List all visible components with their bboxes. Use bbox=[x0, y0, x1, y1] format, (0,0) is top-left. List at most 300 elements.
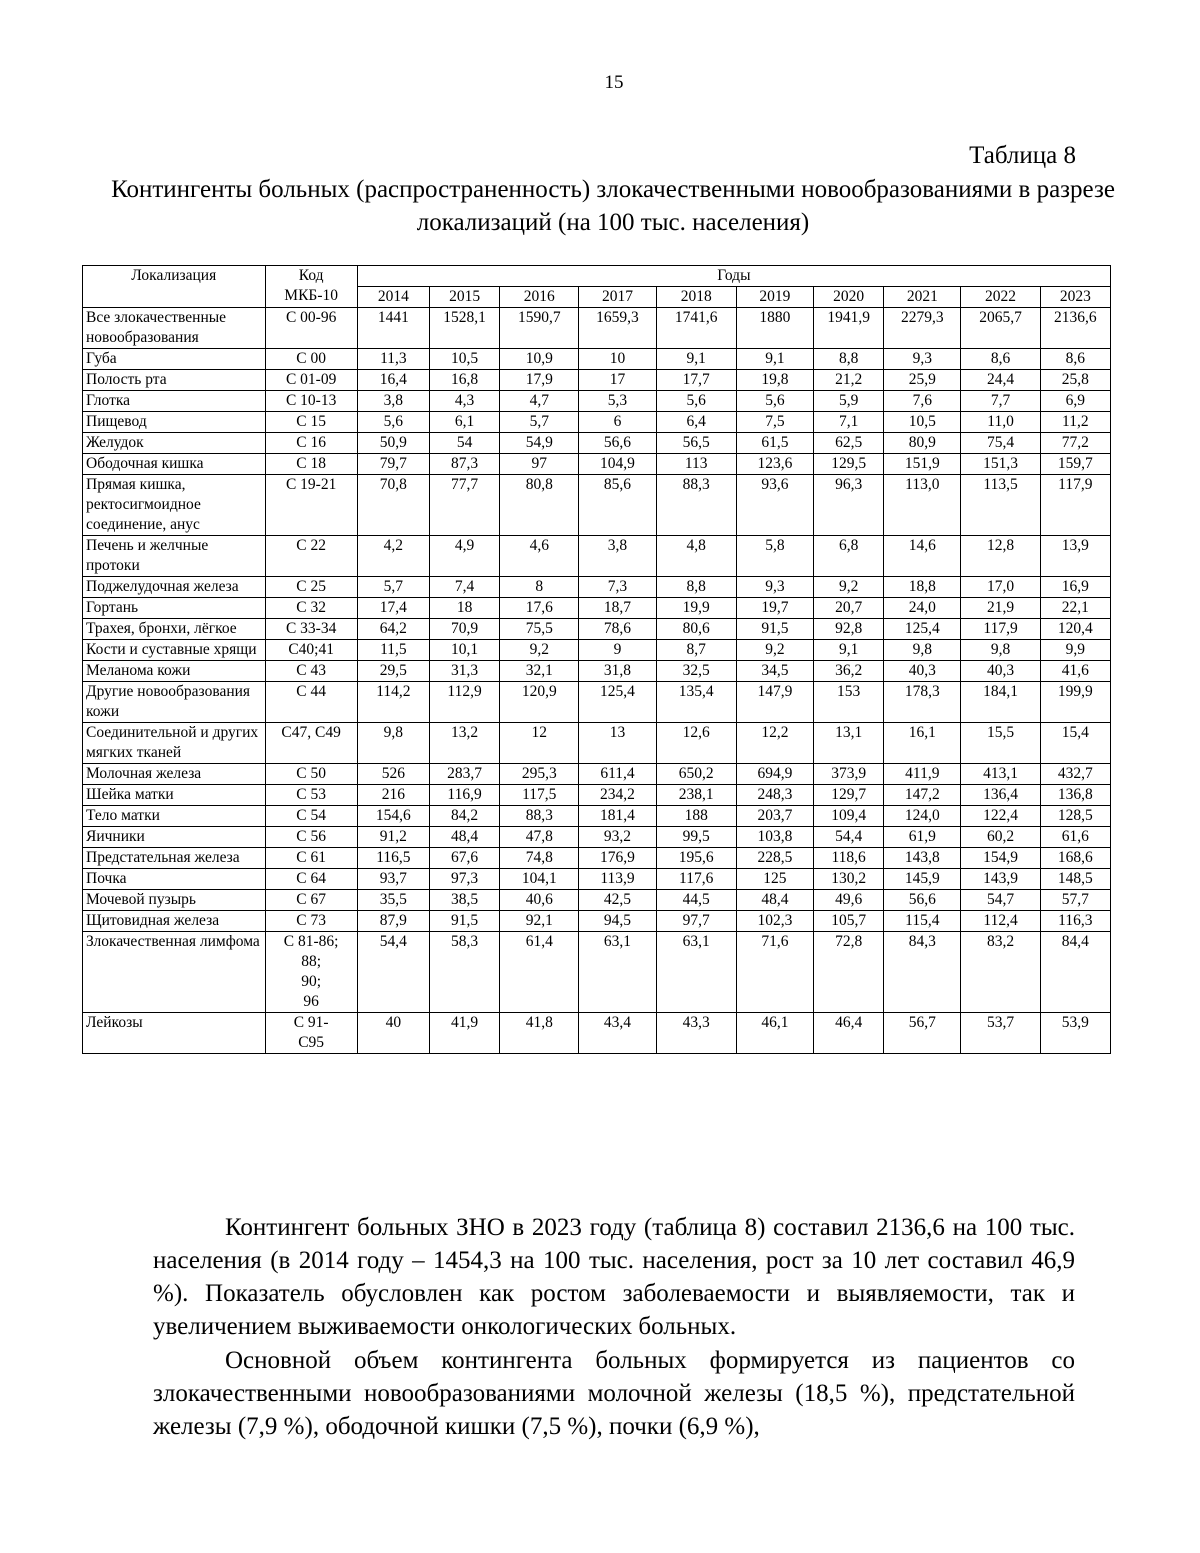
row-value: 5,7 bbox=[357, 577, 429, 598]
row-value: 9,8 bbox=[357, 723, 429, 764]
table-row bbox=[83, 1013, 1111, 1054]
paragraph: Контингент больных ЗНО в 2023 году (таблица 8) составил 2136,6 на 100 тыс. населения (в 2014 году – 1454,3 на 100 тыс. населения, рост за 10 лет составил 46,9 %). Показатель обусловлен как ростом заболеваемости и выявляемости, так и увеличением выживаемости онкологических больных. bbox=[153, 1214, 1075, 1340]
row-value: 113 bbox=[656, 454, 736, 475]
row-localization: Полость рта bbox=[83, 370, 266, 391]
row-value: 41,8 bbox=[500, 1013, 579, 1054]
row-value: 154,6 bbox=[357, 806, 429, 827]
row-value: 7,5 bbox=[736, 412, 813, 433]
row-value: 9,3 bbox=[884, 349, 961, 370]
row-localization: Поджелудочная железа bbox=[83, 577, 266, 598]
row-localization: Губа bbox=[83, 349, 266, 370]
table-row bbox=[83, 932, 1111, 1013]
row-value: 4,8 bbox=[656, 536, 736, 577]
row-value: 61,9 bbox=[884, 827, 961, 848]
table-row bbox=[83, 890, 1111, 911]
row-localization: Печень и желчные протоки bbox=[83, 536, 266, 577]
row-localization: Соединительной и других мягких тканей bbox=[83, 723, 266, 764]
row-value: 113,0 bbox=[884, 475, 961, 536]
row-value: 17,0 bbox=[961, 577, 1040, 598]
row-value: 6,1 bbox=[429, 412, 499, 433]
row-value: 611,4 bbox=[579, 764, 656, 785]
row-value: 1590,7 bbox=[500, 308, 579, 349]
table-row bbox=[83, 911, 1111, 932]
row-value: 113,5 bbox=[961, 475, 1040, 536]
row-value: 54 bbox=[429, 433, 499, 454]
row-value: 93,7 bbox=[357, 869, 429, 890]
row-value: 18,7 bbox=[579, 598, 656, 619]
row-value: 85,6 bbox=[579, 475, 656, 536]
row-code: С 81-86; 88; 90; 96 bbox=[265, 932, 357, 1013]
table-row bbox=[83, 349, 1111, 370]
row-value: 54,7 bbox=[961, 890, 1040, 911]
row-value: 16,4 bbox=[357, 370, 429, 391]
row-value: 91,2 bbox=[357, 827, 429, 848]
row-value: 57,7 bbox=[1040, 890, 1110, 911]
row-value: 8 bbox=[500, 577, 579, 598]
row-value: 72,8 bbox=[814, 932, 884, 1013]
row-value: 12,8 bbox=[961, 536, 1040, 577]
row-value: 154,9 bbox=[961, 848, 1040, 869]
row-value: 5,7 bbox=[500, 412, 579, 433]
row-value: 195,6 bbox=[656, 848, 736, 869]
year-header: 2015 bbox=[429, 287, 499, 308]
row-code: С 64 bbox=[265, 869, 357, 890]
row-value: 36,2 bbox=[814, 661, 884, 682]
row-value: 9,8 bbox=[961, 640, 1040, 661]
row-value: 116,3 bbox=[1040, 911, 1110, 932]
table-row bbox=[83, 723, 1111, 764]
row-value: 91,5 bbox=[429, 911, 499, 932]
row-value: 10,9 bbox=[500, 349, 579, 370]
row-value: 63,1 bbox=[656, 932, 736, 1013]
row-value: 83,2 bbox=[961, 932, 1040, 1013]
row-value: 9 bbox=[579, 640, 656, 661]
row-value: 25,9 bbox=[884, 370, 961, 391]
row-value: 413,1 bbox=[961, 764, 1040, 785]
row-value: 283,7 bbox=[429, 764, 499, 785]
row-code: С 18 bbox=[265, 454, 357, 475]
row-value: 53,7 bbox=[961, 1013, 1040, 1054]
row-code: С 32 bbox=[265, 598, 357, 619]
year-header: 2017 bbox=[579, 287, 656, 308]
row-localization: Все злокачественные новообразования bbox=[83, 308, 266, 349]
row-code: С 00-96 bbox=[265, 308, 357, 349]
row-value: 92,8 bbox=[814, 619, 884, 640]
row-value: 22,1 bbox=[1040, 598, 1110, 619]
row-value: 5,6 bbox=[357, 412, 429, 433]
row-localization: Шейка матки bbox=[83, 785, 266, 806]
row-value: 56,5 bbox=[656, 433, 736, 454]
row-value: 99,5 bbox=[656, 827, 736, 848]
row-localization: Желудок bbox=[83, 433, 266, 454]
row-value: 148,5 bbox=[1040, 869, 1110, 890]
row-value: 9,1 bbox=[736, 349, 813, 370]
body-text bbox=[153, 1211, 1075, 1444]
row-code: С 16 bbox=[265, 433, 357, 454]
row-code: С47, С49 bbox=[265, 723, 357, 764]
row-value: 4,3 bbox=[429, 391, 499, 412]
row-value: 129,5 bbox=[814, 454, 884, 475]
row-value: 56,6 bbox=[884, 890, 961, 911]
row-value: 178,3 bbox=[884, 682, 961, 723]
row-value: 129,7 bbox=[814, 785, 884, 806]
row-value: 11,0 bbox=[961, 412, 1040, 433]
row-code: С 53 bbox=[265, 785, 357, 806]
table-row bbox=[83, 640, 1111, 661]
row-localization: Тело матки bbox=[83, 806, 266, 827]
row-value: 38,5 bbox=[429, 890, 499, 911]
row-value: 41,9 bbox=[429, 1013, 499, 1054]
row-value: 120,4 bbox=[1040, 619, 1110, 640]
row-value: 87,3 bbox=[429, 454, 499, 475]
row-value: 228,5 bbox=[736, 848, 813, 869]
row-value: 54,9 bbox=[500, 433, 579, 454]
table-label: Таблица 8 bbox=[969, 142, 1076, 169]
header-localization: Локализация bbox=[83, 266, 266, 308]
row-value: 102,3 bbox=[736, 911, 813, 932]
row-value: 3,8 bbox=[357, 391, 429, 412]
table-title: Контингенты больных (распространенность) злокачественными новообразованиями в разрезе локализаций (на 100 тыс. населения) bbox=[111, 176, 1115, 236]
row-value: 32,1 bbox=[500, 661, 579, 682]
row-value: 184,1 bbox=[961, 682, 1040, 723]
row-value: 373,9 bbox=[814, 764, 884, 785]
row-value: 97 bbox=[500, 454, 579, 475]
row-localization: Яичники bbox=[83, 827, 266, 848]
row-value: 5,8 bbox=[736, 536, 813, 577]
row-value: 238,1 bbox=[656, 785, 736, 806]
row-value: 11,2 bbox=[1040, 412, 1110, 433]
row-value: 80,6 bbox=[656, 619, 736, 640]
row-value: 94,5 bbox=[579, 911, 656, 932]
row-value: 136,4 bbox=[961, 785, 1040, 806]
row-value: 15,4 bbox=[1040, 723, 1110, 764]
table-row bbox=[83, 619, 1111, 640]
row-value: 128,5 bbox=[1040, 806, 1110, 827]
row-value: 5,9 bbox=[814, 391, 884, 412]
row-value: 32,5 bbox=[656, 661, 736, 682]
row-value: 13,1 bbox=[814, 723, 884, 764]
row-value: 24,0 bbox=[884, 598, 961, 619]
row-value: 7,4 bbox=[429, 577, 499, 598]
row-value: 6,9 bbox=[1040, 391, 1110, 412]
row-code: С 61 bbox=[265, 848, 357, 869]
row-localization: Пищевод bbox=[83, 412, 266, 433]
row-value: 2065,7 bbox=[961, 308, 1040, 349]
row-value: 13,2 bbox=[429, 723, 499, 764]
row-localization: Трахея, бронхи, лёгкое bbox=[83, 619, 266, 640]
row-value: 113,9 bbox=[579, 869, 656, 890]
row-value: 62,5 bbox=[814, 433, 884, 454]
row-value: 75,5 bbox=[500, 619, 579, 640]
table-row bbox=[83, 536, 1111, 577]
row-value: 159,7 bbox=[1040, 454, 1110, 475]
row-value: 12 bbox=[500, 723, 579, 764]
row-value: 10,1 bbox=[429, 640, 499, 661]
row-value: 61,6 bbox=[1040, 827, 1110, 848]
table-row bbox=[83, 661, 1111, 682]
row-code: С 54 bbox=[265, 806, 357, 827]
year-header: 2022 bbox=[961, 287, 1040, 308]
row-value: 16,1 bbox=[884, 723, 961, 764]
row-value: 6,4 bbox=[656, 412, 736, 433]
row-value: 120,9 bbox=[500, 682, 579, 723]
row-code: С 22 bbox=[265, 536, 357, 577]
row-value: 136,8 bbox=[1040, 785, 1110, 806]
row-value: 34,5 bbox=[736, 661, 813, 682]
row-value: 10,5 bbox=[884, 412, 961, 433]
row-value: 97,3 bbox=[429, 869, 499, 890]
row-value: 1741,6 bbox=[656, 308, 736, 349]
row-code: С 43 bbox=[265, 661, 357, 682]
row-value: 117,9 bbox=[1040, 475, 1110, 536]
row-value: 16,9 bbox=[1040, 577, 1110, 598]
row-code: С 56 bbox=[265, 827, 357, 848]
row-value: 12,6 bbox=[656, 723, 736, 764]
row-value: 13 bbox=[579, 723, 656, 764]
row-value: 176,9 bbox=[579, 848, 656, 869]
year-header: 2014 bbox=[357, 287, 429, 308]
year-header: 2019 bbox=[736, 287, 813, 308]
row-value: 43,3 bbox=[656, 1013, 736, 1054]
table-row bbox=[83, 764, 1111, 785]
row-value: 67,6 bbox=[429, 848, 499, 869]
row-value: 92,1 bbox=[500, 911, 579, 932]
row-value: 4,2 bbox=[357, 536, 429, 577]
table-row bbox=[83, 391, 1111, 412]
row-value: 17 bbox=[579, 370, 656, 391]
row-value: 7,6 bbox=[884, 391, 961, 412]
row-value: 48,4 bbox=[736, 890, 813, 911]
table-row bbox=[83, 454, 1111, 475]
row-value: 70,9 bbox=[429, 619, 499, 640]
row-value: 15,5 bbox=[961, 723, 1040, 764]
row-value: 84,2 bbox=[429, 806, 499, 827]
row-value: 17,4 bbox=[357, 598, 429, 619]
row-value: 31,3 bbox=[429, 661, 499, 682]
row-localization: Ободочная кишка bbox=[83, 454, 266, 475]
row-value: 61,5 bbox=[736, 433, 813, 454]
row-localization: Глотка bbox=[83, 391, 266, 412]
row-value: 5,6 bbox=[736, 391, 813, 412]
row-value: 88,3 bbox=[656, 475, 736, 536]
year-header: 2021 bbox=[884, 287, 961, 308]
row-value: 11,3 bbox=[357, 349, 429, 370]
row-value: 77,2 bbox=[1040, 433, 1110, 454]
row-value: 9,2 bbox=[500, 640, 579, 661]
row-value: 5,3 bbox=[579, 391, 656, 412]
row-localization: Гортань bbox=[83, 598, 266, 619]
row-value: 135,4 bbox=[656, 682, 736, 723]
row-value: 181,4 bbox=[579, 806, 656, 827]
row-value: 40 bbox=[357, 1013, 429, 1054]
row-value: 9,3 bbox=[736, 577, 813, 598]
row-value: 6 bbox=[579, 412, 656, 433]
row-value: 526 bbox=[357, 764, 429, 785]
table-header-row bbox=[83, 266, 1111, 287]
row-value: 105,7 bbox=[814, 911, 884, 932]
row-value: 125,4 bbox=[579, 682, 656, 723]
row-value: 49,6 bbox=[814, 890, 884, 911]
year-header: 2018 bbox=[656, 287, 736, 308]
row-value: 17,6 bbox=[500, 598, 579, 619]
row-value: 122,4 bbox=[961, 806, 1040, 827]
row-value: 8,6 bbox=[1040, 349, 1110, 370]
row-value: 58,3 bbox=[429, 932, 499, 1013]
row-value: 117,9 bbox=[961, 619, 1040, 640]
row-value: 2279,3 bbox=[884, 308, 961, 349]
row-value: 46,1 bbox=[736, 1013, 813, 1054]
row-code: С40;41 bbox=[265, 640, 357, 661]
row-value: 96,3 bbox=[814, 475, 884, 536]
row-value: 8,8 bbox=[814, 349, 884, 370]
row-value: 109,4 bbox=[814, 806, 884, 827]
row-value: 432,7 bbox=[1040, 764, 1110, 785]
row-value: 124,0 bbox=[884, 806, 961, 827]
row-localization: Прямая кишка, ректосигмоидное соединение, анус bbox=[83, 475, 266, 536]
row-value: 40,3 bbox=[884, 661, 961, 682]
row-value: 188 bbox=[656, 806, 736, 827]
row-value: 70,8 bbox=[357, 475, 429, 536]
row-code: С 15 bbox=[265, 412, 357, 433]
row-value: 75,4 bbox=[961, 433, 1040, 454]
page-number: 15 bbox=[604, 72, 624, 93]
row-value: 168,6 bbox=[1040, 848, 1110, 869]
row-value: 11,5 bbox=[357, 640, 429, 661]
row-value: 48,4 bbox=[429, 827, 499, 848]
row-value: 216 bbox=[357, 785, 429, 806]
row-value: 650,2 bbox=[656, 764, 736, 785]
row-value: 17,7 bbox=[656, 370, 736, 391]
table-row bbox=[83, 577, 1111, 598]
row-value: 10,5 bbox=[429, 349, 499, 370]
year-header: 2020 bbox=[814, 287, 884, 308]
row-value: 1659,3 bbox=[579, 308, 656, 349]
row-value: 44,5 bbox=[656, 890, 736, 911]
row-value: 20,7 bbox=[814, 598, 884, 619]
row-value: 77,7 bbox=[429, 475, 499, 536]
row-value: 60,2 bbox=[961, 827, 1040, 848]
row-value: 7,7 bbox=[961, 391, 1040, 412]
row-value: 103,8 bbox=[736, 827, 813, 848]
row-value: 19,9 bbox=[656, 598, 736, 619]
table-row bbox=[83, 869, 1111, 890]
table-row bbox=[83, 308, 1111, 349]
row-value: 3,8 bbox=[579, 536, 656, 577]
row-value: 18,8 bbox=[884, 577, 961, 598]
table-row bbox=[83, 785, 1111, 806]
row-value: 6,8 bbox=[814, 536, 884, 577]
row-value: 74,8 bbox=[500, 848, 579, 869]
row-code: С 01-09 bbox=[265, 370, 357, 391]
row-value: 93,6 bbox=[736, 475, 813, 536]
row-value: 43,4 bbox=[579, 1013, 656, 1054]
row-value: 16,8 bbox=[429, 370, 499, 391]
table-row bbox=[83, 433, 1111, 454]
table-row bbox=[83, 848, 1111, 869]
row-value: 153 bbox=[814, 682, 884, 723]
row-value: 694,9 bbox=[736, 764, 813, 785]
row-value: 114,2 bbox=[357, 682, 429, 723]
row-value: 40,3 bbox=[961, 661, 1040, 682]
row-value: 71,6 bbox=[736, 932, 813, 1013]
table-row bbox=[83, 598, 1111, 619]
row-value: 19,7 bbox=[736, 598, 813, 619]
row-value: 29,5 bbox=[357, 661, 429, 682]
row-value: 143,8 bbox=[884, 848, 961, 869]
row-value: 80,8 bbox=[500, 475, 579, 536]
row-code: С 44 bbox=[265, 682, 357, 723]
row-value: 112,4 bbox=[961, 911, 1040, 932]
row-localization: Меланома кожи bbox=[83, 661, 266, 682]
row-value: 17,9 bbox=[500, 370, 579, 391]
row-localization: Почка bbox=[83, 869, 266, 890]
row-value: 79,7 bbox=[357, 454, 429, 475]
row-value: 118,6 bbox=[814, 848, 884, 869]
row-value: 21,9 bbox=[961, 598, 1040, 619]
row-value: 84,3 bbox=[884, 932, 961, 1013]
prevalence-table bbox=[82, 265, 1111, 1054]
row-value: 88,3 bbox=[500, 806, 579, 827]
table-row bbox=[83, 682, 1111, 723]
row-value: 53,9 bbox=[1040, 1013, 1110, 1054]
row-value: 130,2 bbox=[814, 869, 884, 890]
table-row bbox=[83, 412, 1111, 433]
row-value: 40,6 bbox=[500, 890, 579, 911]
row-value: 115,4 bbox=[884, 911, 961, 932]
row-value: 143,9 bbox=[961, 869, 1040, 890]
row-value: 125,4 bbox=[884, 619, 961, 640]
row-code: С 33-34 bbox=[265, 619, 357, 640]
paragraph: Основной объем контингента больных формируется из пациентов со злокачественными новообразованиями молочной железы (18,5 %), предстательной железы (7,9 %), ободочной кишки (7,5 %), почки (6,9 %), bbox=[153, 1347, 1075, 1440]
row-code: С 50 bbox=[265, 764, 357, 785]
row-value: 4,7 bbox=[500, 391, 579, 412]
row-localization: Молочная железа bbox=[83, 764, 266, 785]
row-localization: Лейкозы bbox=[83, 1013, 266, 1054]
row-code: С 10-13 bbox=[265, 391, 357, 412]
row-value: 14,6 bbox=[884, 536, 961, 577]
year-header: 2016 bbox=[500, 287, 579, 308]
row-value: 93,2 bbox=[579, 827, 656, 848]
row-value: 147,2 bbox=[884, 785, 961, 806]
row-value: 42,5 bbox=[579, 890, 656, 911]
row-value: 147,9 bbox=[736, 682, 813, 723]
row-value: 8,6 bbox=[961, 349, 1040, 370]
row-value: 104,1 bbox=[500, 869, 579, 890]
row-code: С 00 bbox=[265, 349, 357, 370]
row-value: 56,6 bbox=[579, 433, 656, 454]
row-value: 1441 bbox=[357, 308, 429, 349]
row-value: 64,2 bbox=[357, 619, 429, 640]
row-value: 117,5 bbox=[500, 785, 579, 806]
table-body bbox=[83, 308, 1111, 1054]
row-value: 78,6 bbox=[579, 619, 656, 640]
row-value: 4,9 bbox=[429, 536, 499, 577]
row-value: 411,9 bbox=[884, 764, 961, 785]
row-value: 41,6 bbox=[1040, 661, 1110, 682]
row-value: 87,9 bbox=[357, 911, 429, 932]
row-value: 145,9 bbox=[884, 869, 961, 890]
row-value: 24,4 bbox=[961, 370, 1040, 391]
row-code: С 19-21 bbox=[265, 475, 357, 536]
row-code: С 91- С95 bbox=[265, 1013, 357, 1054]
row-value: 116,5 bbox=[357, 848, 429, 869]
row-localization: Мочевой пузырь bbox=[83, 890, 266, 911]
row-value: 80,9 bbox=[884, 433, 961, 454]
row-value: 1880 bbox=[736, 308, 813, 349]
row-value: 13,9 bbox=[1040, 536, 1110, 577]
row-value: 9,9 bbox=[1040, 640, 1110, 661]
row-value: 91,5 bbox=[736, 619, 813, 640]
